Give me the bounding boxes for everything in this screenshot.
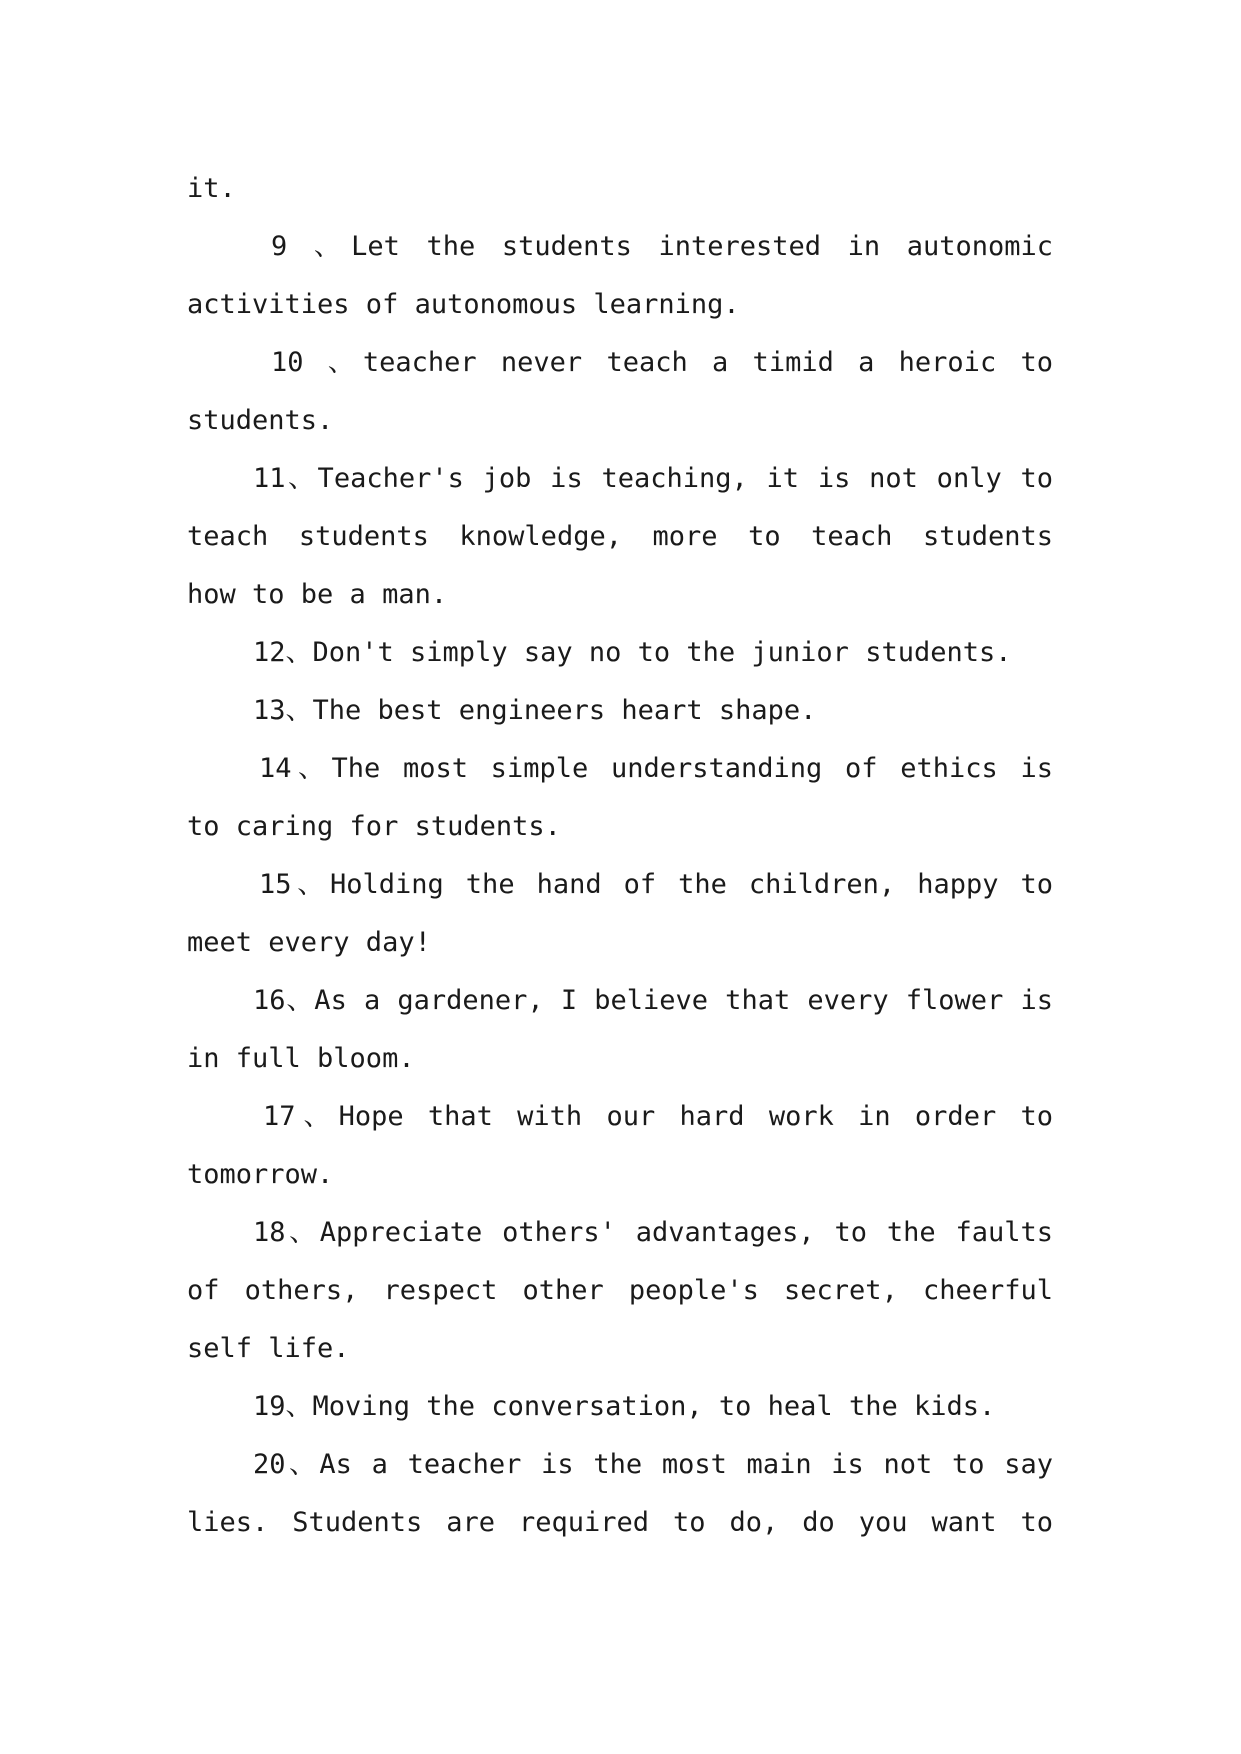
text-line: lies. Students are required to do, do you want to bbox=[187, 1507, 1053, 1538]
text-line: self life. bbox=[187, 1333, 350, 1364]
text-line: 15、Holding the hand of the children, happy to bbox=[259, 869, 1053, 900]
text-line: in full bloom. bbox=[187, 1043, 415, 1074]
text-line: it. bbox=[187, 173, 236, 204]
text-line: 11、Teacher's job is teaching, it is not only to bbox=[253, 463, 1053, 494]
document-body bbox=[187, 160, 1053, 1552]
text-line: 13、The best engineers heart shape. bbox=[253, 695, 817, 726]
text-line: 19、Moving the conversation, to heal the kids. bbox=[253, 1391, 996, 1422]
text-line: 17、Hope that with our hard work in order to bbox=[263, 1101, 1053, 1132]
text-line: activities of autonomous learning. bbox=[187, 289, 740, 320]
text-line: to caring for students. bbox=[187, 811, 561, 842]
text-line: teach students knowledge, more to teach students bbox=[187, 521, 1053, 552]
text-line: of others, respect other people's secret, cheerful bbox=[187, 1275, 1053, 1306]
text-line: 10 、teacher never teach a timid a heroic to bbox=[271, 347, 1053, 378]
text-line: 12、Don't simply say no to the junior students. bbox=[253, 637, 1012, 668]
text-line: meet every day! bbox=[187, 927, 431, 958]
text-line: tomorrow. bbox=[187, 1159, 334, 1190]
text-line: 9 、Let the students interested in autonomic bbox=[271, 231, 1053, 262]
text-line: how to be a man. bbox=[187, 579, 448, 610]
text-line: 20、As a teacher is the most main is not to say bbox=[253, 1449, 1053, 1480]
text-line: 18、Appreciate others' advantages, to the faults bbox=[253, 1217, 1053, 1248]
text-line: 16、As a gardener, I believe that every flower is bbox=[253, 985, 1053, 1016]
text-line: 14、The most simple understanding of ethics is bbox=[259, 753, 1053, 784]
text-line: students. bbox=[187, 405, 334, 436]
